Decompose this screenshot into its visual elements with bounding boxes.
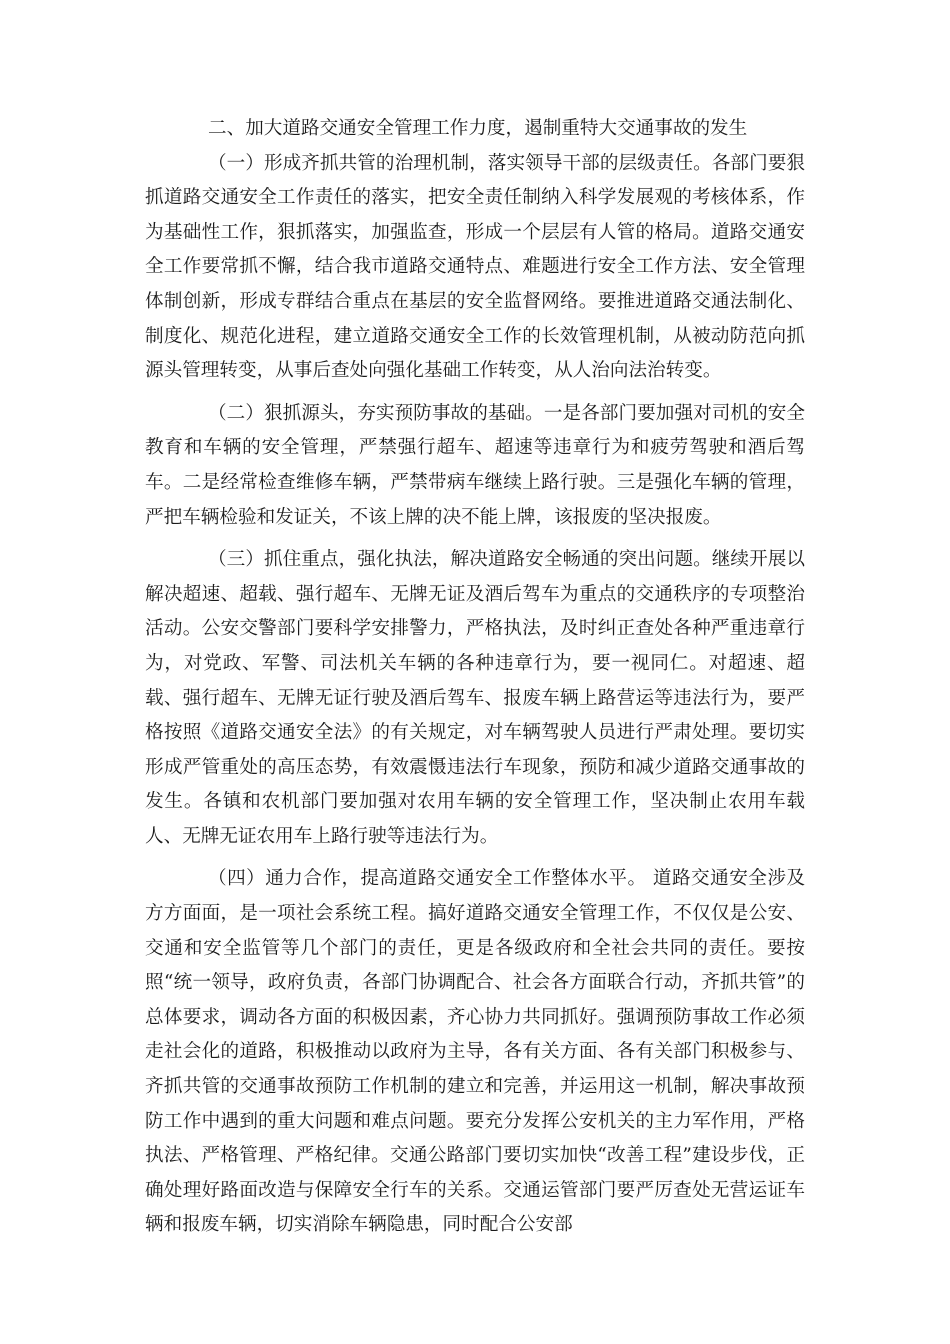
paragraph-3: （三）抓住重点，强化执法，解决道路安全畅通的突出问题。继续开展以解决超速、超载、强行超车、无牌无证及酒后驾车为重点的交通秩序的专项整治活动。公安交警部门要科学安排警力，严格执法，及时纠正查处各种严重违章行为，对党政、军警、司法机关车辆的各种违章行为，要一视同仁。对超速、超载、强行超车、无牌无证行驶及酒后驾车、报废车辆上路营运等违法行为，要严格按照《道路交通安全法》的有关规定，对车辆驾驶人员进行严肃处理。要切实形成严管重处的高压态势，有效震慑违法行车现象，预防和减少道路交通事故的发生。各镇和农机部门要加强对农用车辆的安全管理工作，坚决制止农用车载人、无牌无证农用车上路行驶等违法行为。 [145,549,805,847]
paragraph-1: （一）形成齐抓共管的治理机制，落实领导干部的层级责任。各部门要狠抓道路交通安全工作责任的落实，把安全责任制纳入科学发展观的考核体系，作为基础性工作，狠抓落实，加强监查，形成一个层层有人管的格局。道路交通安全工作要常抓不懈，结合我市道路交通特点、难题进行安全工作方法、安全管理体制创新，形成专群结合重点在基层的安全监督网络。要推进道路交通法制化、制度化、规范化进程，建立道路交通安全工作的长效管理机制，从被动防范向抓源头管理转变，从事后查处向强化基础工作转变，从人治向法治转变。 [145,152,805,382]
document-page [145,112,805,1243]
paragraph-gap [145,389,805,397]
paragraph-gap [145,854,805,862]
section-heading: 二、加大道路交通安全管理工作力度，遏制重特大交通事故的发生 [208,118,748,139]
paragraph-4: （四）通力合作，提高道路交通安全工作整体水平。 道路交通安全涉及方方面面，是一项社会系统工程。搞好道路交通安全管理工作，不仅仅是公安、交通和安全监管等几个部门的责任，更是各级政府和全社会共同的责任。要按照“统一领导，政府负责，各部门协调配合、社会各方面联合行动，齐抓共管”的总体要求，调动各方面的积极因素，齐心协力共同抓好。强调预防事故工作必须走社会化的道路，积极推动以政府为主导，各有关方面、各有关部门积极参与、齐抓共管的交通事故预防工作机制的建立和完善，并运用这一机制，解决事故预防工作中遇到的重大问题和难点问题。要充分发挥公安机关的主力军作用，严格执法、严格管理、严格纪律。交通公路部门要切实加快“改善工程”建设步伐，正确处理好路面改造与保障安全行车的关系。交通运管部门要严厉查处无营运证车辆和报废车辆，切实消除车辆隐患，同时配合公安部 [145,868,805,1236]
paragraph-gap [145,535,805,543]
paragraph-2: （二）狠抓源头，夯实预防事故的基础。一是各部门要加强对司机的安全教育和车辆的安全管理，严禁强行超车、超速等违章行为和疲劳驾驶和酒后驾车。二是经常检查维修车辆，严禁带病车继续上路行驶。三是强化车辆的管理，严把车辆检验和发证关，不该上牌的决不能上牌，该报废的坚决报废。 [145,402,805,528]
